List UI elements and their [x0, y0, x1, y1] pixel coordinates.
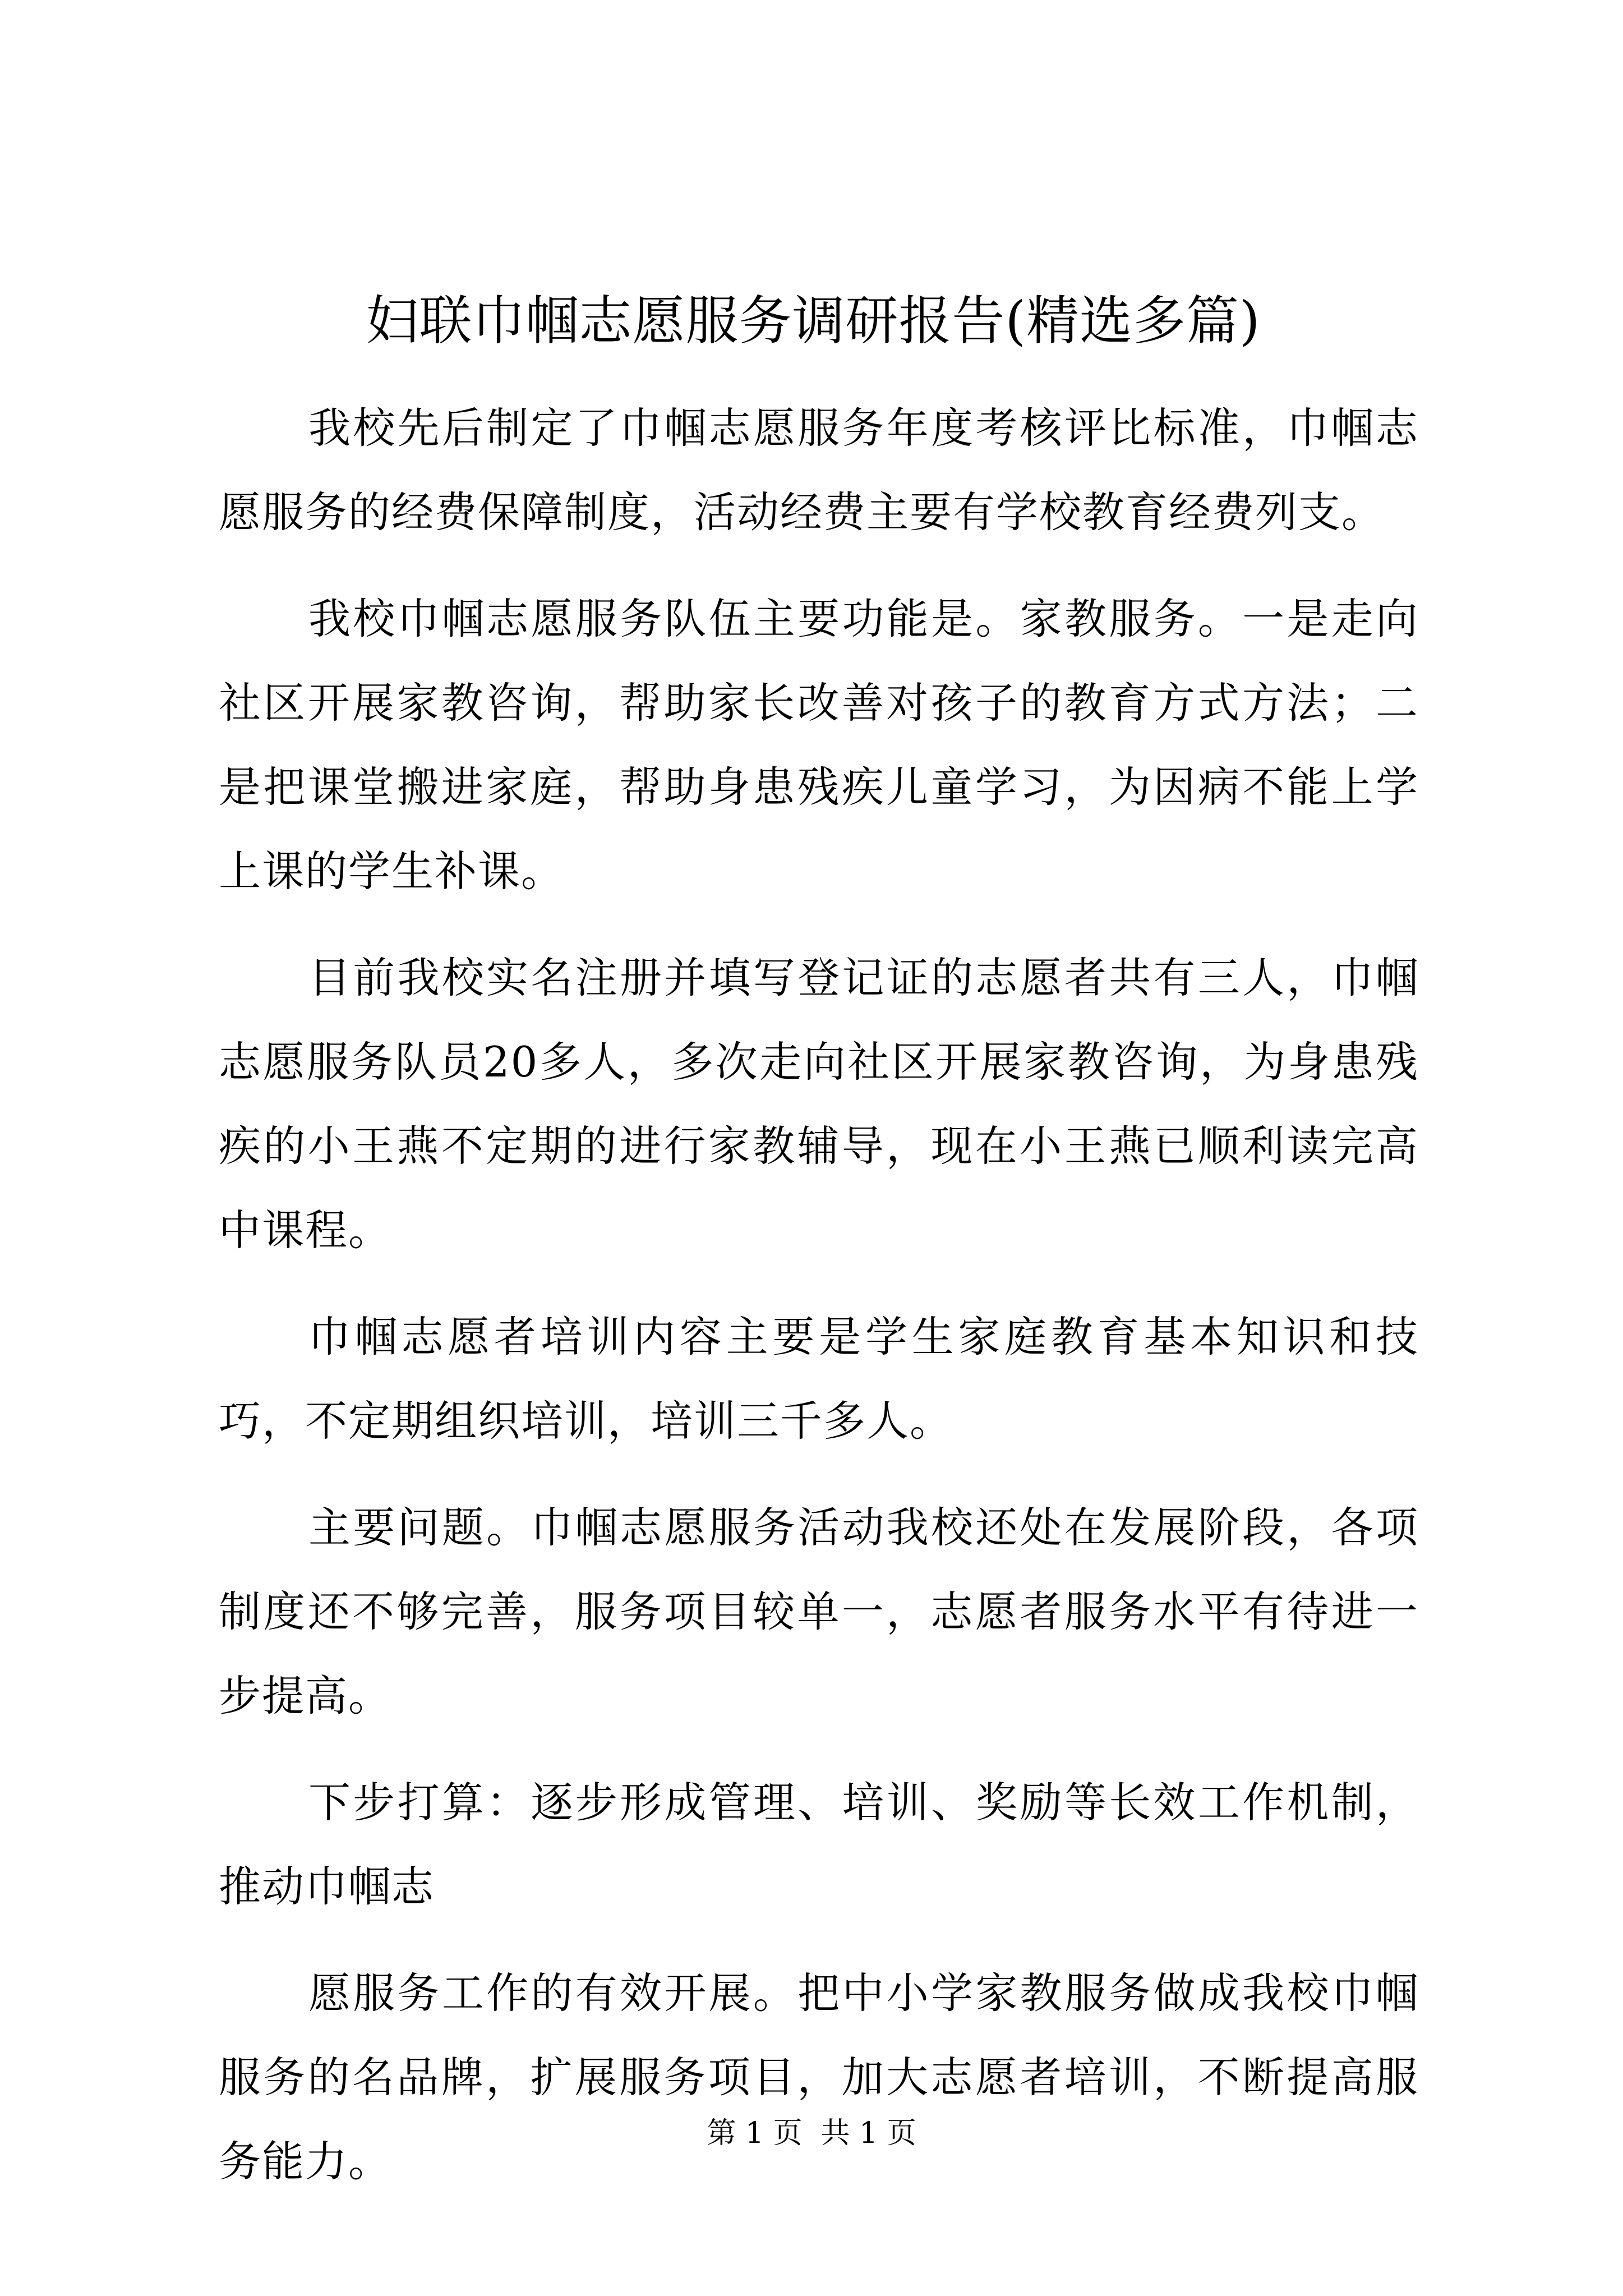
- body-paragraph-5: 主要问题。巾帼志愿服务活动我校还处在发展阶段，各项制度还不够完善，服务项目较单一，志愿者服务水平有待进一步提高。: [219, 1503, 1419, 1720]
- body-paragraph-4: 巾帼志愿者培训内容主要是学生家庭教育基本知识和技巧，不定期组织培训，培训三千多人。: [219, 1312, 1419, 1446]
- document-body: [219, 386, 1419, 2226]
- body-paragraph-2: 我校巾帼志愿服务队伍主要功能是。家教服务。一是走向社区开展家教咨询，帮助家长改善对孩子的教育方式方法；二是把课堂搬进家庭，帮助身患残疾儿童学习，为因病不能上学上课的学生补课。: [219, 594, 1419, 896]
- body-paragraph-6: 下步打算：逐步形成管理、培训、奖励等长效工作机制，推动巾帼志: [219, 1778, 1419, 1911]
- body-paragraph-7: 愿服务工作的有效开展。把中小学家教服务做成我校巾帼服务的名品牌，扩展服务项目，加大志愿者培训，不断提高服务能力。: [219, 1968, 1419, 2186]
- body-paragraph-3: 目前我校实名注册并填写登记证的志愿者共有三人，巾帼志愿服务队员20多人，多次走向社区开展家教咨询，为身患残疾的小王燕不定期的进行家教辅导，现在小王燕已顺利读完高中课程。: [219, 953, 1419, 1255]
- page-number-footer: 第 1 页 共 1 页: [707, 2116, 916, 2150]
- document-title: 妇联巾帼志愿服务调研报告(精选多篇): [366, 291, 1261, 352]
- body-paragraph-1: 我校先后制定了巾帼志愿服务年度考核评比标准，巾帼志愿服务的经费保障制度，活动经费主要有学校教育经费列支。: [219, 403, 1419, 537]
